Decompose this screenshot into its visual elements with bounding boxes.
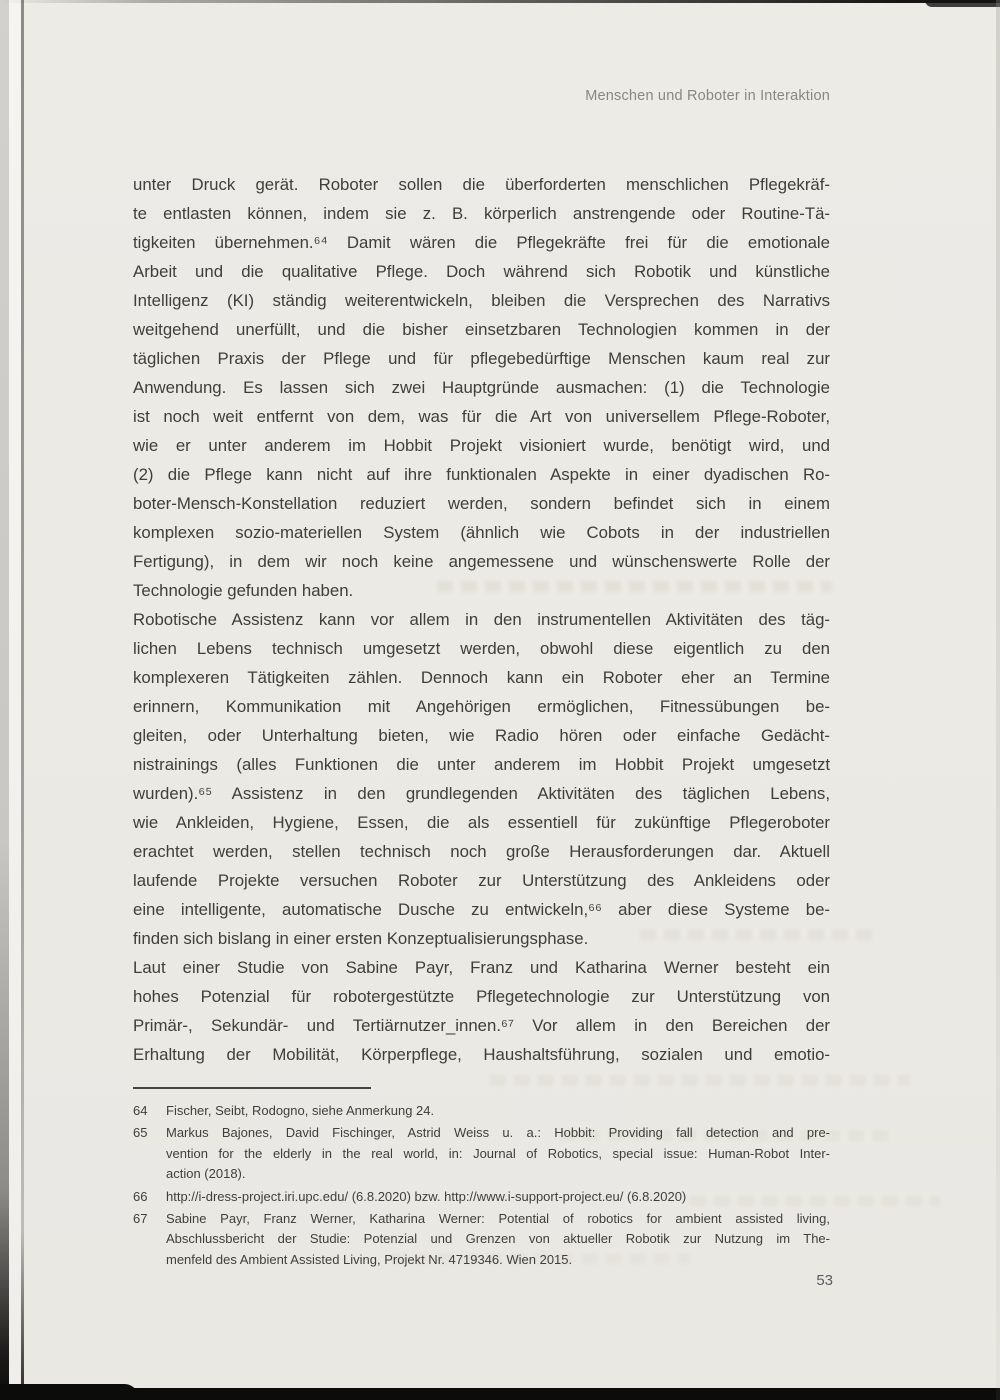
body-line: täglichen Praxis der Pflege und für pflegebedürftige Menschen kaum real zur (133, 349, 830, 368)
body-line: gleiten, oder Unterhaltung bieten, wie Radio hören oder einfache Gedächt- (133, 726, 830, 745)
body-line: weitgehend unerfüllt, und die bisher einsetzbaren Technologien kommen in der (133, 320, 830, 339)
body-line: tigkeiten übernehmen.⁶⁴ Damit wären die Pflegekräfte frei für die emotionale (133, 233, 830, 252)
footnote-number (133, 1250, 166, 1270)
page-fold-highlight (9, 0, 21, 1400)
body-line: hohes Potenzial für robotergestützte Pflegetechnologie zur Unterstützung von (133, 987, 830, 1006)
scan-edge-right (996, 0, 1000, 1400)
footnote-line (133, 1250, 830, 1270)
footnote-number: 64 (133, 1103, 148, 1118)
footnote-group (133, 1123, 830, 1184)
footnote-number (133, 1164, 166, 1184)
footnote-number: 67 (133, 1211, 148, 1227)
footnote-text: Sabine Payr, Franz Werner, Katharina Werner: Potential of robotics for ambient assisted living, (166, 1211, 830, 1227)
footnote-number (133, 1144, 166, 1164)
footnote-text: http://i-dress-project.iri.upc.edu/ (6.8.2020) bzw. http://www.i-support-project.eu/ (6.8.2020) (166, 1188, 687, 1204)
body-line: Technologie gefunden haben. (133, 581, 354, 600)
footnote-line (133, 1209, 830, 1229)
footnote-line (133, 1229, 830, 1249)
body-line: (2) die Pflege kann nicht auf ihre funktionalen Aspekte in einer dyadischen Ro- (133, 465, 830, 484)
body-line: Fertigung), in dem wir noch keine angemessene und wünschenswerte Rolle der (133, 552, 830, 571)
footnote-text: vention for the elderly in the real world, in: Journal of Robotics, special issue: Human-Robot Inter- (166, 1145, 830, 1161)
body-line: erinnern, Kommunikation mit Angehörigen ermöglichen, Fitnessübungen be- (133, 697, 830, 716)
scan-edge-top-right (925, 0, 1000, 7)
footnote-line (133, 1144, 830, 1164)
body-line: Anwendung. Es lassen sich zwei Hauptgründe ausmachen: (1) die Technologie (133, 378, 830, 397)
scan-edge-bottom (0, 1388, 1000, 1400)
book-gutter-line (21, 0, 24, 1400)
body-line: Erhaltung der Mobilität, Körperpflege, Haushaltsführung, sozialen und emotio- (133, 1045, 830, 1064)
body-line: nistrainings (alles Funktionen die unter anderem im Hobbit Projekt umgesetzt (133, 755, 830, 774)
scan-edge-top (0, 0, 1000, 3)
footnote-number (133, 1229, 166, 1249)
footnote-text: Markus Bajones, David Fischinger, Astrid Weiss u. a.: Hobbit: Providing fall detection and pre- (166, 1125, 830, 1141)
body-line: lichen Lebens technisch umgesetzt werden, obwohl diese eigentlich zu den (133, 639, 830, 658)
footnote-line (133, 1123, 830, 1143)
page-number: 53 (816, 1272, 833, 1289)
footnote-number: 66 (133, 1188, 148, 1204)
footnote-text: action (2018). (166, 1166, 246, 1182)
body-text (133, 170, 830, 1069)
footnote-line (133, 1164, 830, 1184)
body-line: Robotische Assistenz kann vor allem in den instrumentellen Aktivitäten des täg- (133, 610, 830, 629)
body-line: wurden).⁶⁵ Assistenz in den grundlegenden Aktivitäten des täglichen Lebens, (133, 784, 830, 803)
body-line: Arbeit und die qualitative Pflege. Doch während sich Robotik und künstliche (133, 262, 830, 281)
body-line: wie er unter anderem im Hobbit Projekt visioniert wurde, benötigt wird, und (133, 436, 830, 455)
footnote-text: menfeld des Ambient Assisted Living, Projekt Nr. 4719346. Wien 2015. (166, 1251, 573, 1267)
body-line: Intelligenz (KI) ständig weiterentwickeln, bleiben die Versprechen des Narrativs (133, 291, 830, 310)
running-header: Menschen und Roboter in Interaktion (585, 88, 830, 104)
footnote-group (133, 1209, 830, 1270)
footnote-text: Abschlussbericht der Studie: Potenzial und Grenzen von aktueller Robotik zur Nutzung im The- (166, 1231, 830, 1247)
scan-edge-left (0, 0, 9, 1400)
body-line: Laut einer Studie von Sabine Payr, Franz und Katharina Werner besteht ein (133, 958, 830, 977)
body-line: komplexen sozio-materiellen System (ähnlich wie Cobots in der industriellen (133, 523, 830, 542)
body-line: ist noch weit entfernt von dem, was für die Art von universellem Pflege-Roboter, (133, 407, 830, 426)
body-line: unter Druck gerät. Roboter sollen die überforderten menschlichen Pflegekräf- (133, 175, 830, 194)
footnotes (133, 1101, 830, 1270)
body-line: komplexeren Tätigkeiten zählen. Dennoch kann ein Roboter eher an Termine (133, 668, 830, 687)
body-line: te entlasten können, indem sie z. B. körperlich anstrengende oder Routine-Tä- (133, 204, 830, 223)
footnote-line (133, 1101, 830, 1121)
body-line: finden sich bislang in einer ersten Konzeptualisierungsphase. (133, 929, 589, 948)
body-line: eine intelligente, automatische Dusche zu entwickeln,⁶⁶ aber diese Systeme be- (133, 900, 830, 919)
footnote-text: Fischer, Seibt, Rodogno, siehe Anmerkung 24. (166, 1103, 435, 1118)
footnote-separator (133, 1087, 371, 1089)
footnote-group (133, 1101, 830, 1121)
bleed-through-ghost (490, 1075, 910, 1086)
body-line: laufende Projekte versuchen Roboter zur Unterstützung des Ankleidens oder (133, 871, 830, 890)
footnote-number: 65 (133, 1125, 148, 1141)
footnote-group (133, 1187, 830, 1207)
body-line: boter-Mensch-Konstellation reduziert werden, sondern befindet sich in einem (133, 494, 830, 513)
footnote-line (133, 1187, 830, 1207)
body-line: erachtet werden, stellen technisch noch große Herausforderungen dar. Aktuell (133, 842, 830, 861)
body-line: wie Ankleiden, Hygiene, Essen, die als essentiell für zukünftige Pflegeroboter (133, 813, 830, 832)
body-line: Primär-, Sekundär- und Tertiärnutzer_innen.⁶⁷ Vor allem in den Bereichen der (133, 1016, 830, 1035)
